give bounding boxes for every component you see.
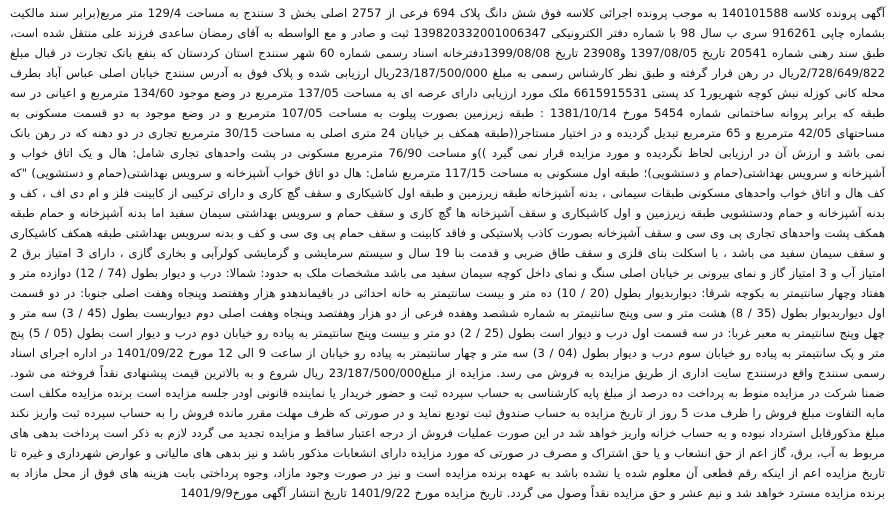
auction-notice-text: آگهی پرونده کلاسه 140101588 به موجب پرونده اجرائی کلاسه فوق شش دانگ پلاک 694 فرعی از 2757 اصلی بخش 3 سنندج به مساحت 129/4 متر مربع(برابر سند مالکیت بشماره چاپی 916261 سری ب سال 98 با شماره دفتر الکترونیکی 139820332001006347 ثبت و صادر و مع الواسطه به آقای رمضان ساعدی فرزند علی منتقل شده است، طبق سند رهنی شماره 20541 تاریخ 1397/08/05 و23908 تاریخ 1399/08/08دفترخانه اسناد رسمی شماره 60 شهر سنندج استان کردستان که بنفع بانک تجارت در قبال مبلغ 2/728/649/822ریال در رهن قرار گرفته و طبق نظر کارشناس رسمی به مبلغ 23/187/500/000ریال ارزیابی شده و پلاک فوق به آدرس سنندج خیابان اصلی عباس آباد بطرف محله کانی کوزله نبش کوچه شهریور1 کد پستی 6615915531 ملک مورد ارزیابی دارای عرصه ای به مساحت 137/05 مترمربع در وضع موجود 134/60 مترمربع و اعیانی در سه طبقه که برابر پروانه ساختمانی شماره 5454 مورخ 1381/10/14 : طبقه زیرزمین بصورت پیلوت به مساحت 107/05 مترمربع و در وضع موجود به دو قسمت مسکونی به مساحتهای 42/05 مترمربع و 65 مترمربع تبدیل گردیده و در اختیار مستاجر((طبقه همکف بر خیابان 24 متری اصلی به مساحت 30/15 مترمربع تجاری در دو دهنه که در رهن بانک نمی باشد و ارزش آن در ارزیابی لحاظ نگردیده و مورد مزایده قرار نمی گیرد ))و مساحت 76/90 مترمربع مسکونی در پشت واحدهای تجاری شامل: هال و یک اتاق خواب و آشپزخانه و سرویس بهداشتی(حمام و دستشویی)؛ طبقه اول مسکونی به مساحت 117/15 مترمربع شامل: هال دو اتاق خواب آشپزخانه و سرویس بهداشتی(حمام و دستشویی) "که کف هال و اتاق خواب واحدهای مسکونی طبقات سیمانی ، بدنه آشپزخانه طبقه زیرزمین و طبقه اول کاشیکاری و سقف گچ کاری و دارای ترکیبی از کابینت فلز و ام دی اف ، کف و بدنه آشپزخانه و حمام ودستشویی طبقه زیرزمین و اول کاشیکاری و سقف آشپزخانه ها گچ کاری و سقف حمام و سرویس بهداشتی سیمان سفید اما بدنه آشپزخانه و حمام طبقه همکف پشت واحدهای تجاری پی وی سی و سقف آشپزخانه بصورت کاذب پلاستیکی و فاقد کابینت و سقف حمام پی وی سی و کف و بدنه سرویس بهداشتی طبقه همکف کاشیکاری و سقف سیمان سفید می باشد ، با اسکلت بنای فلزی و سقف طاق ضربی و قدمت بنا 19 سال و سیستم سرمایشی و گرمایشی کولرآبی و بخاری گازی ، دارای 3 امتیاز برق 2 امتیاز آب و 3 امتیاز گاز و نمای بیرونی بر خیابان اصلی سنگ و نمای داخل کوچه سیمان سفید می باشد مشخصات ملک به حدود: شمالا: درب و دیوار بطول (74 / 12) دوازده متر و هفتاد وچهار سانتیمتر به بکوچه شرقا: دیواربدیوار بطول (20 / 10) ده متر و بیست سانتیمتر به خانه احداثی در باقیماندهدو هزار وهفتصد وپنجاه وهفت اصلی جنوبا: در دو قسمت اول دیواربدیوار بطول (35 / 8) هشت متر و سی وپنج سانتیمتر به شماره ششصد وهفده فرعی از دو هزار وهفتصد وپنجاه وهفت اصلی دوم دیواربست بطول (45 / 3) سه متر و چهل وپنج سانتیمتر به معبر غربا: در سه قسمت اول درب و دیوار است بطول (25 / 2) دو متر و بیست وپنج سانتیمتر به پیاده رو خیابان دوم درب و دیوار است بطول (05 / 5) پنج متر و پک سانتیمتر به پیاده رو خیابان سوم درب و دیوار بطول (04 / 3) سه متر و چهار سانتیمتر به پیاده رو خیابان از ساعت 9 الی 12 مورخ 1401/09/22 در اداره اجرای اسناد رسمی سنندج واقع درسنندج سایت اداری از طریق مزایده به فروش می رسد. مزایده از مبلغ23/187/500/000 ریال شروع و به بالاترین قیمت پیشنهادی نقداً فروخته می شود. ضمنا شرکت در مزایده منوط به پرداخت ده درصد از مبلغ پایه کارشناسی به حساب سپرده ثبت و حضور خریدار یا نماینده قانونی اودر جلسه مزایده است برنده مزایده مکلف است مابه التفاوت مبلغ فروش را ظرف مدت 5 روز از تاریخ مزایده به حساب صندوق ثبت تودیع نماید و در صورتی که ظرف مهلت مقرر مانده فروش را به حساب سپرده ثبت واریز نکند مبلغ مذکورقابل استرداد نبوده و به حساب خزانه واریز خواهد شد در این صورت عملیات فروش از درجه اعتبار ساقط و مزایده تجدید می گردد لازم به ذکر است پرداخت بدهی های مربوط به آب، برق، گاز اعم از حق انشعاب و یا حق اشتراک و مصرف در صورتی که مورد مزایده دارای انشعابات مذکور باشد و نیز بدهی های مالیاتی و عوارض شهرداری و غیره تا تاریخ مزایده اعم از اینکه رقم قطعی آن معلوم شده یا نشده باشد به عهده برنده مزایده است و نیز در صورت وجود مازاد، وجوه پرداختی بابت هزینه های فوق از محل مازاد به برنده مزایده مسترد خواهد شد و نیم عشر و حق مزایده نقداً وصول می گردد. تاریخ مزایده مورخ 1401/9/22 تاریخ انتشار آگهی مورخ1401/9/9 [10,6,886,500]
auction-notice-document [5,0,890,511]
